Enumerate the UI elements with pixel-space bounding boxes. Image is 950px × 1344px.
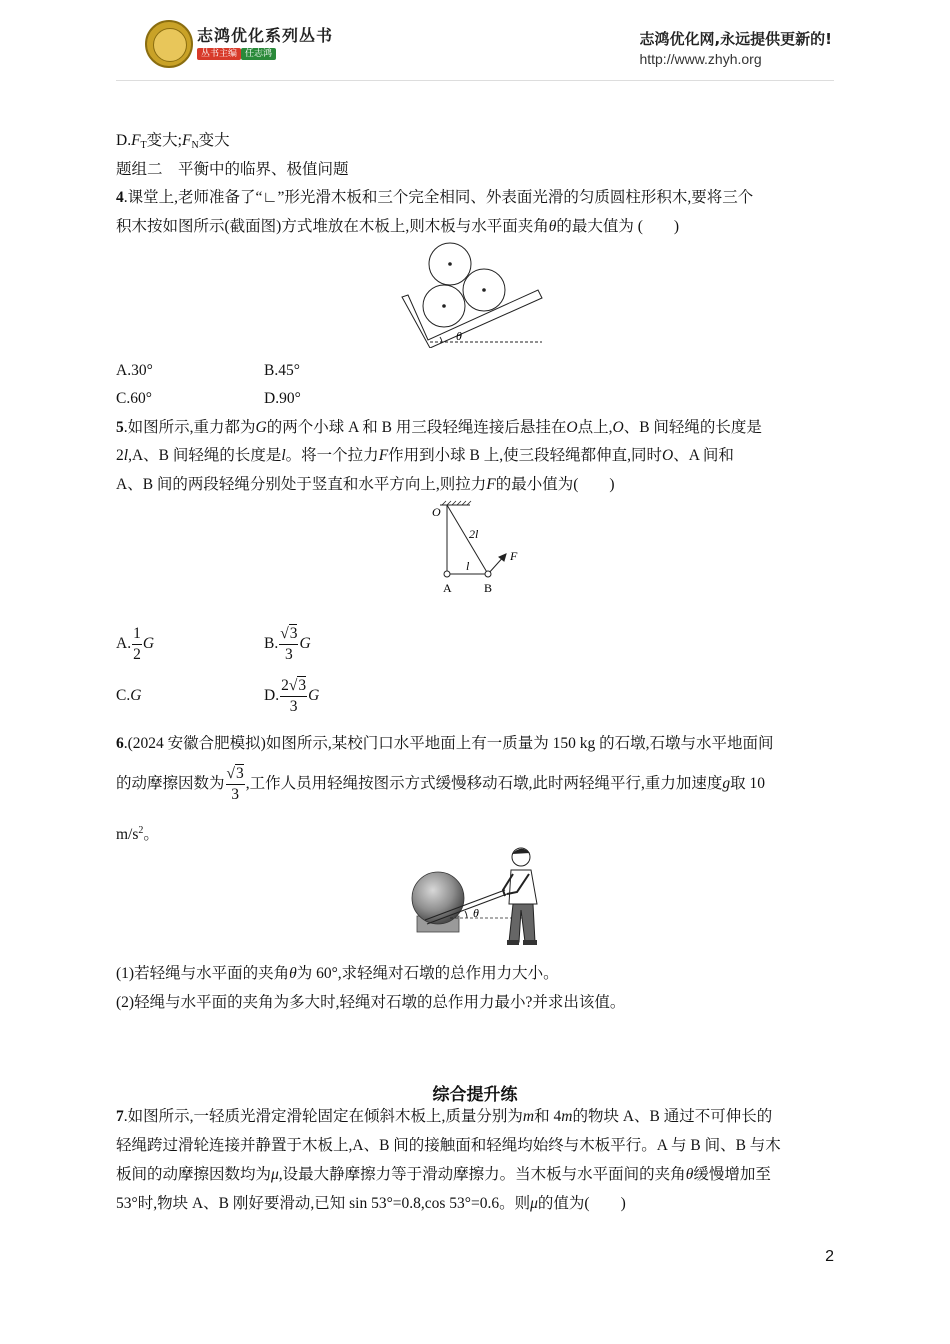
q5-figure [420,500,530,600]
header-slogan: 志鸿优化网,永远提供更新的! [639,30,832,48]
q7-line-3: 板间的动摩擦因数均为μ,设最大静摩擦力等于滑动摩擦力。当木板与水平面间的夹角θ缓慢增加至 [116,1166,771,1183]
fig-label-b: B [484,581,493,595]
q5-line-2: 2l,A、B 间轻绳的长度是l。将一个拉力F作用到小球 B 上,使三段轻绳都伸直,同时O、A 间和 [116,447,734,464]
q5-line-3: A、B 间的两段轻绳分别处于竖直和水平方向上,则拉力F的最小值为( ) [116,476,615,493]
q5-option-c: C.G [116,687,142,704]
q6-line-1: 6.(2024 安徽合肥模拟)如图所示,某校门口水平地面上有一质量为 150 kg 的石墩,石墩与水平地面间 [116,735,774,752]
header-right [639,28,832,67]
section-title: 综合提升练 [432,1085,518,1104]
fig-label-f: F [510,549,518,563]
q4-line-1: 4.课堂上,老师准备了“∟”形光滑木板和三个完全相同、外表面光滑的匀质圆柱形积木,要将三个 [116,189,754,206]
q4-theta-label: θ [456,329,462,343]
header-brand [145,20,355,68]
fig-label-2l: 2l [469,527,479,541]
q7-line-2: 轻绳跨过滑轮连接并静置于木板上,A、B 间的接触面和轻绳均始终与木板平行。A 与 B 间、B 与木 [116,1137,781,1154]
q4-option-c: C.60° [116,390,152,407]
series-editor: 丛书主编 任志鸿 [197,46,276,59]
q4-option-b: B.45° [264,362,300,379]
q4-figure [400,240,550,348]
worker-figure [503,848,537,945]
page-number: 2 [825,1248,834,1265]
q7-line-4: 53°时,物块 A、B 刚好要滑动,已知 sin 53°=0.8,cos 53°=0.6。则μ的值为( ) [116,1195,626,1212]
q4-option-a: A.30° [116,362,153,379]
q6-line-3: $m/s^2$。 [116,825,159,843]
q3-option-d: $D.F_T$变大$;F_N$变大 [116,132,230,151]
header-url[interactable]: http://www.zhyh.org [639,51,762,67]
stone-ball [412,872,464,924]
q5-option-a: A. $\frac{1}{2}$ G [116,625,155,663]
q5-option-b: B. $\frac{√3}{3}$ G [264,625,311,663]
fig-label-o: O [432,505,441,519]
q4-line-2: 积木按如图所示(截面图)方式堆放在木板上,则木板与水平面夹角θ的最大值为 ( ) [116,218,680,235]
group2-title: 题组二 平衡中的临界、极值问题 [116,161,349,178]
header-divider [116,80,834,81]
q7-line-1: 7.如图所示,一轻质光滑定滑轮固定在倾斜木板上,质量分别为m和 4m的物块 A、B 通过不可伸长的 [116,1108,773,1125]
q6-figure [405,840,555,950]
fig-label-a: A [443,581,452,595]
fig-label-l: l [466,559,470,573]
series-title: 志鸿优化系列丛书 [197,26,334,45]
q6-theta-label: θ [473,906,479,920]
q5-option-d: D. $\frac{2√3}{3}$ G [264,677,320,715]
publisher-logo [145,20,193,68]
q6-part-2: (2)轻绳与水平面的夹角为多大时,轻绳对石墩的总作用力最小?并求出该值。 [116,994,626,1011]
q6-line-2: 的动摩擦因数为 $\frac{√3}{3}$ ,工作人员用轻绳按图示方式缓慢移动石墩,此时两轻绳平行,重力加速度g取 10 [116,764,766,803]
q5-line-1: 5.如图所示,重力都为G的两个小球 A 和 B 用三段轻绳连接后悬挂在O点上,O、B 间轻绳的长度是 [116,419,762,436]
q4-option-d: D.90° [264,390,301,407]
q6-part-1: (1)若轻绳与水平面的夹角θ为 60°,求轻绳对石墩的总作用力大小。 [116,965,559,982]
